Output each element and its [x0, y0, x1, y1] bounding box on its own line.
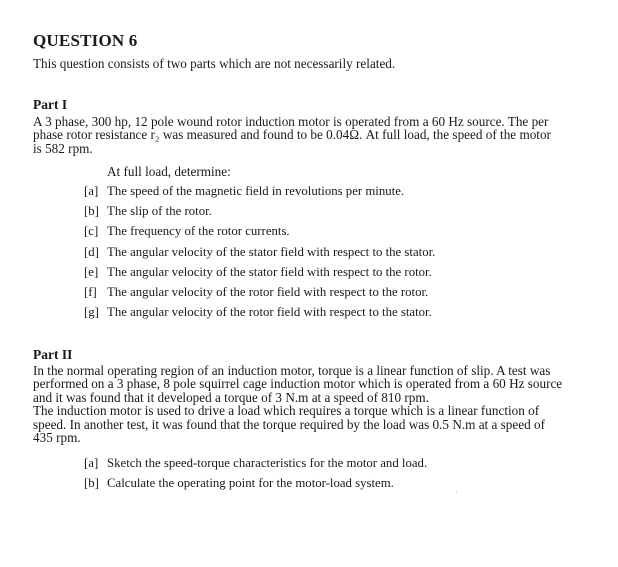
list-item: [84, 242, 435, 262]
item-text: Sketch the speed-torque characteristics for the motor and load.: [107, 455, 428, 470]
part1-paragraph-line: is 582 rpm.: [33, 140, 93, 156]
item-text: The frequency of the rotor currents.: [107, 224, 290, 239]
list-item: [84, 201, 435, 221]
list-item: [84, 282, 435, 302]
list-item: [84, 453, 427, 473]
item-label: [c]: [84, 224, 99, 239]
list-item: [84, 473, 427, 493]
question-intro: This question consists of two parts which are not necessarily related.: [33, 56, 396, 71]
list-item: [84, 303, 435, 323]
item-text: The angular velocity of the stator field with respect to the rotor.: [107, 264, 432, 279]
part1-paragraph-line: A 3 phase, 300 hp, 12 pole wound rotor induction motor is operated from a 60 Hz source. The per: [33, 114, 549, 129]
question-title: QUESTION 6: [33, 31, 138, 50]
item-label: [b]: [84, 203, 99, 218]
item-label: [f]: [84, 285, 97, 300]
item-text: The angular velocity of the rotor field with respect to the rotor.: [107, 285, 429, 300]
item-label: [d]: [84, 244, 99, 259]
part2-heading: Part II: [33, 347, 73, 362]
part1-heading: Part I: [33, 97, 68, 112]
item-text: The angular velocity of the stator field with respect to the stator.: [107, 244, 436, 259]
part2-paragraph-line: 435 rpm.: [33, 430, 81, 446]
part2-paragraph: [33, 364, 571, 444]
item-label: [b]: [84, 475, 99, 490]
item-label: [a]: [84, 183, 99, 198]
item-text: The speed of the magnetic field in revolutions per minute.: [107, 183, 405, 198]
item-label: [e]: [84, 264, 99, 279]
part2-paragraph-line: In the normal operating region of an induction motor, torque is a linear function of slip. A test was: [33, 363, 551, 378]
part1-question-list: [84, 181, 435, 323]
part2-paragraph-line: performed on a 3 phase, 8 pole squirrel cage induction motor which is operated from a 60 Hz source: [33, 376, 563, 392]
list-item: [84, 181, 435, 201]
part2-paragraph-line: speed. In another test, it was found that the torque required by the load was 0.5 N.m at a speed of: [33, 416, 545, 432]
part2-question-list: [84, 453, 427, 494]
item-text: The slip of the rotor.: [107, 203, 212, 218]
list-item: [84, 262, 435, 282]
scan-speck: [456, 491, 457, 492]
part1-paragraph-line: phase rotor resistance r₂ was measured and found to be 0.04Ω. At full load, the speed of the motor: [33, 127, 551, 143]
part2-paragraph-line: The induction motor is used to drive a load which requires a torque which is a linear function of: [33, 403, 540, 419]
item-text: The angular velocity of the rotor field with respect to the stator.: [107, 305, 432, 320]
part1-lead: At full load, determine:: [107, 164, 231, 179]
item-label: [g]: [84, 305, 99, 320]
item-label: [a]: [84, 455, 99, 470]
part2-paragraph-line: and it was found that it developed a torque of 3 N.m at a speed of 810 rpm.: [33, 389, 429, 405]
item-text: Calculate the operating point for the motor-load system.: [107, 475, 394, 490]
part1-paragraph: [33, 115, 571, 155]
list-item: [84, 222, 435, 242]
